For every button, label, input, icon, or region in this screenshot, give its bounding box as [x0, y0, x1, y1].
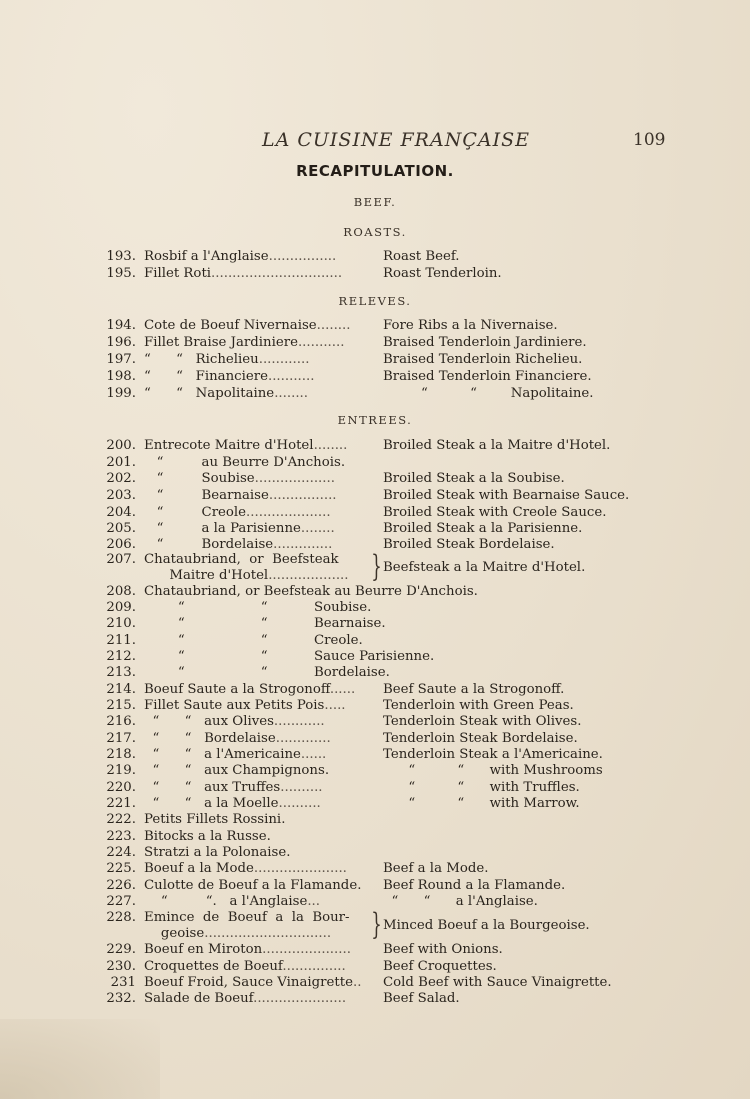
entry-french-text: “ Creole [144, 505, 247, 520]
entry-french-text: “ “ Richelieu [144, 352, 259, 367]
entry-french [144, 632, 363, 649]
leader-dots: ................... [254, 471, 335, 486]
entry-row [0, 615, 750, 632]
entry-row [0, 487, 750, 504]
entry-french [144, 583, 478, 600]
entry-row [0, 958, 750, 975]
entry-number: 222. [106, 812, 136, 827]
entry-french [144, 317, 350, 334]
leader-dots: .......... [280, 780, 323, 795]
entry-french-text: Stratzi a la Polonaise. [144, 845, 291, 860]
leader-dots: .............. [273, 537, 333, 552]
entry-french [144, 681, 355, 698]
leader-dots: ...... [329, 682, 356, 697]
entry-french-text: “ “ aux Champignons. [144, 763, 330, 778]
entry-number: 226. [106, 878, 136, 893]
entry-french-text: Bitocks a la Russe. [144, 829, 271, 844]
group-title-entrees: ENTREES. [337, 413, 413, 427]
entry-english: Beef Croquettes. [383, 959, 497, 974]
entry-english: Cold Beef with Sauce Vinaigrette. [383, 975, 612, 990]
section-title: BEEF. [353, 195, 397, 209]
entry-french [144, 893, 320, 910]
entry-english: “ “ Napolitaine. [383, 386, 594, 401]
entry-french [144, 334, 344, 351]
brace-entry-207: Beefsteak a la Maitre d'Hotel. [383, 560, 586, 575]
entry-french-text: “ “ Creole. [144, 633, 363, 648]
entry-english: Broiled Steak with Bearnaise Sauce. [383, 488, 630, 503]
entry-number: 228. [106, 910, 136, 925]
entry-english: Broiled Steak Bordelaise. [383, 537, 555, 552]
entry-number: 212. [106, 649, 136, 664]
entry-french-text: “ “ Bearnaise. [144, 616, 386, 631]
entry-row [0, 351, 750, 368]
entry-french [144, 990, 346, 1007]
entry-english: “ “ a l'Anglaise. [383, 894, 538, 909]
entry-french-text: “ Bearnaise [144, 488, 269, 503]
entry-english: Braised Tenderloin Financiere. [383, 369, 592, 384]
entry-number: 229. [106, 942, 136, 957]
entry-french-text: Petits Fillets Rossini. [144, 812, 286, 827]
entry-french-text: Boeuf en Miroton [144, 942, 263, 957]
entry-row [0, 454, 750, 471]
entry-french-text: Salade de Boeuf [144, 991, 254, 1006]
entry-french-text: “ a la Parisienne [144, 521, 301, 536]
leader-dots: ............ [258, 352, 310, 367]
entry-french [144, 385, 308, 402]
leader-dots: ..... [324, 698, 346, 713]
group-title-releves: RELEVES. [338, 294, 412, 308]
entry-english: Broiled Steak with Creole Sauce. [383, 505, 607, 520]
leader-dots: ............... [282, 959, 346, 974]
page-number: 109 [633, 130, 666, 150]
entry-row [0, 941, 750, 958]
entry-number: 203. [106, 488, 136, 503]
entry-row [0, 974, 750, 991]
entry-number: 204. [106, 505, 136, 520]
entry-number: 211. [106, 633, 136, 648]
entry-french [144, 470, 335, 487]
entry-row [0, 681, 750, 698]
entry-english: Broiled Steak a la Maitre d'Hotel. [383, 438, 611, 453]
entry-number: 227. [106, 894, 136, 909]
brace-entry-228: Minced Boeuf a la Bourgeoise. [383, 918, 590, 933]
entry-french-text: Boeuf Froid, Sauce Vinaigrette [144, 975, 353, 990]
entry-french-text: Emince de Boeuf a la Bour- [144, 910, 350, 925]
entry-french-text: “ “ a l'Americaine [144, 747, 301, 762]
leader-dots: ................ [268, 488, 337, 503]
entry-number: 199. [106, 386, 136, 401]
entry-french [144, 664, 390, 681]
entry-french [144, 648, 434, 665]
leader-dots: ...... [300, 747, 327, 762]
entry-french-text: “ “ Sauce Parisienne. [144, 649, 435, 664]
entry-french-text: “ “ aux Olives [144, 714, 274, 729]
entry-number: 195. [106, 266, 136, 281]
entry-number: 193. [106, 249, 136, 264]
entry-number: 232. [106, 991, 136, 1006]
entry-french [144, 974, 361, 991]
entry-french [144, 779, 323, 796]
entry-number: 206. [106, 537, 136, 552]
entry-french [144, 762, 329, 779]
entry-row [0, 648, 750, 665]
entry-number: 200. [106, 438, 136, 453]
entry-number: 197. [106, 352, 136, 367]
leader-dots: ........ [300, 521, 335, 536]
entry-row [0, 520, 750, 537]
entry-number: 230. [106, 959, 136, 974]
entry-french-text: “ “ Napolitaine [144, 386, 275, 401]
entry-row [0, 713, 750, 730]
entry-number: 214. [106, 682, 136, 697]
leader-dots: ............ [273, 714, 325, 729]
entry-english: Fore Ribs a la Nivernaise. [383, 318, 558, 333]
entry-french-text: “ “ Bordelaise [144, 731, 276, 746]
brace-228: } [371, 907, 382, 942]
entry-french-text: “ au Beurre D'Anchois. [144, 455, 346, 470]
entry-french [144, 713, 325, 730]
entry-row [0, 990, 750, 1007]
entry-row [0, 317, 750, 334]
entry-english: Braised Tenderloin Jardiniere. [383, 335, 587, 350]
entry-number: 220. [106, 780, 136, 795]
entry-french-text: Cote de Boeuf Nivernaise [144, 318, 317, 333]
entry-number: 202. [106, 471, 136, 486]
entry-english: Roast Tenderloin. [383, 266, 502, 281]
entry-french-text: Culotte de Boeuf a la Flamande. [144, 878, 362, 893]
leader-dots: ........... [297, 335, 345, 350]
entry-number: 207. [106, 552, 136, 567]
entry-french [144, 877, 361, 894]
leader-dots: ................ [268, 249, 337, 264]
entry-number: 217. [106, 731, 136, 746]
entry-english: Beef with Onions. [383, 942, 503, 957]
entry-french-text: Chataubriand, or Beefsteak [144, 552, 339, 567]
entry-number: 216. [106, 714, 136, 729]
entry-row [0, 746, 750, 763]
entry-number: 218. [106, 747, 136, 762]
entry-french-text: Chataubriand, or Beefsteak au Beurre D'Anchois. [144, 584, 478, 599]
entry-row [0, 385, 750, 402]
entry-french-text: “ “. a l'Anglaise [144, 894, 308, 909]
page-stain [0, 1019, 160, 1099]
entry-french-text: Fillet Roti [144, 266, 212, 281]
entry-row [0, 664, 750, 681]
entry-english: Braised Tenderloin Richelieu. [383, 352, 583, 367]
entry-french [144, 599, 371, 616]
entry-row [0, 730, 750, 747]
entry-row [0, 470, 750, 487]
entry-row [0, 860, 750, 877]
entry-french-text: Maitre d'Hotel [144, 568, 269, 583]
entry-row [0, 795, 750, 812]
leader-dots: ............................... [211, 266, 343, 281]
entry-number: 213. [106, 665, 136, 680]
entry-row [0, 599, 750, 616]
entry-row [0, 265, 750, 282]
leader-dots: ...................... [253, 991, 347, 1006]
leader-dots: ................... [268, 568, 349, 583]
entry-number: 224. [106, 845, 136, 860]
entry-french [144, 746, 326, 763]
entry-row [0, 762, 750, 779]
leader-dots: ........... [267, 369, 315, 384]
entry-english: Beef Salad. [383, 991, 460, 1006]
entry-row [0, 334, 750, 351]
entry-french-text: Fillet Braise Jardiniere [144, 335, 298, 350]
entry-english: Tenderloin Steak with Olives. [383, 714, 582, 729]
entry-french [144, 615, 386, 632]
entry-row [0, 844, 750, 861]
entry-number: 194. [106, 318, 136, 333]
running-title: LA CUISINE FRANÇAISE [262, 129, 530, 151]
entry-french-text: geoise [144, 926, 205, 941]
entry-row [0, 583, 750, 600]
entry-french-text: “ “ aux Truffes [144, 780, 281, 795]
entry-row [0, 368, 750, 385]
entry-french [144, 265, 342, 282]
entry-english: Broiled Steak a la Parisienne. [383, 521, 583, 536]
brace-207: } [371, 549, 382, 584]
entry-english: Beef Saute a la Strogonoff. [383, 682, 565, 697]
entry-french-text: “ “ Soubise. [144, 600, 372, 615]
entry-english: Tenderloin Steak a l'Americaine. [383, 747, 603, 762]
leader-dots: .. [352, 975, 362, 990]
entry-french [144, 248, 336, 265]
entry-french [144, 368, 314, 385]
entry-number: 225. [106, 861, 136, 876]
entry-english: Broiled Steak a la Soubise. [383, 471, 565, 486]
entry-french [144, 844, 290, 861]
entry-french [144, 958, 346, 975]
entry-french [144, 811, 285, 828]
entry-french [144, 454, 345, 471]
entry-english: Roast Beef. [383, 249, 460, 264]
entry-french [144, 697, 346, 714]
entry-french-text: Entrecote Maitre d'Hotel [144, 438, 314, 453]
entry-french [144, 520, 335, 537]
entry-french-text: “ “ a la Moelle [144, 796, 279, 811]
entry-english: “ “ with Marrow. [383, 796, 580, 811]
entry-row [0, 697, 750, 714]
entry-row [0, 811, 750, 828]
entry-row [0, 248, 750, 265]
leader-dots: .......... [278, 796, 321, 811]
entry-french-text: Fillet Saute aux Petits Pois [144, 698, 325, 713]
entry-number: 201. [106, 455, 136, 470]
leader-dots: ........ [313, 438, 348, 453]
entry-french-text: Rosbif a l'Anglaise [144, 249, 269, 264]
leader-dots: ........ [274, 386, 309, 401]
entry-french [144, 828, 271, 845]
entry-french [144, 941, 351, 958]
leader-dots: .................... [246, 505, 331, 520]
group-title-roasts: ROASTS. [343, 225, 407, 239]
entry-english: “ “ with Mushrooms [383, 763, 603, 778]
page-heading: RECAPITULATION. [296, 162, 454, 180]
entry-number: 223. [106, 829, 136, 844]
entry-number: 231 [110, 975, 136, 990]
entry-row [0, 504, 750, 521]
entry-number: 210. [106, 616, 136, 631]
entry-french [144, 504, 331, 521]
entry-row [0, 437, 750, 454]
entry-english: Tenderloin Steak Bordelaise. [383, 731, 578, 746]
leader-dots: ............. [275, 731, 331, 746]
entry-number: 215. [106, 698, 136, 713]
entry-french-text: “ Bordelaise [144, 537, 274, 552]
leader-dots: ... [307, 894, 321, 909]
entry-number: 208. [106, 584, 136, 599]
entry-french-text: Croquettes de Boeuf [144, 959, 283, 974]
entry-number: 209. [106, 600, 136, 615]
entry-french [144, 730, 331, 747]
entry-row [0, 828, 750, 845]
entry-number: 198. [106, 369, 136, 384]
entry-english: Tenderloin with Green Peas. [383, 698, 574, 713]
entry-french [144, 860, 347, 877]
entry-number: 205. [106, 521, 136, 536]
entry-row [0, 877, 750, 894]
entry-french [144, 437, 347, 454]
entry-french [144, 795, 321, 812]
leader-dots: ..................... [262, 942, 351, 957]
entry-number: 219. [106, 763, 136, 778]
entry-french-text: “ “ Financiere [144, 369, 268, 384]
leader-dots: .............................. [204, 926, 332, 941]
entry-french-text: “ Soubise [144, 471, 255, 486]
entry-french [144, 351, 309, 368]
entry-french-text: Boeuf Saute a la Strogonoff [144, 682, 330, 697]
entry-row [0, 779, 750, 796]
entry-english: Beef a la Mode. [383, 861, 489, 876]
entry-english: Beef Round a la Flamande. [383, 878, 566, 893]
entry-row [0, 632, 750, 649]
entry-english: “ “ with Truffles. [383, 780, 580, 795]
leader-dots: ........ [316, 318, 351, 333]
leader-dots: ...................... [253, 861, 347, 876]
entry-number: 196. [106, 335, 136, 350]
entry-number: 221. [106, 796, 136, 811]
entry-french-text: Boeuf a la Mode [144, 861, 254, 876]
entry-french [144, 487, 337, 504]
entry-french-text: “ “ Bordelaise. [144, 665, 390, 680]
